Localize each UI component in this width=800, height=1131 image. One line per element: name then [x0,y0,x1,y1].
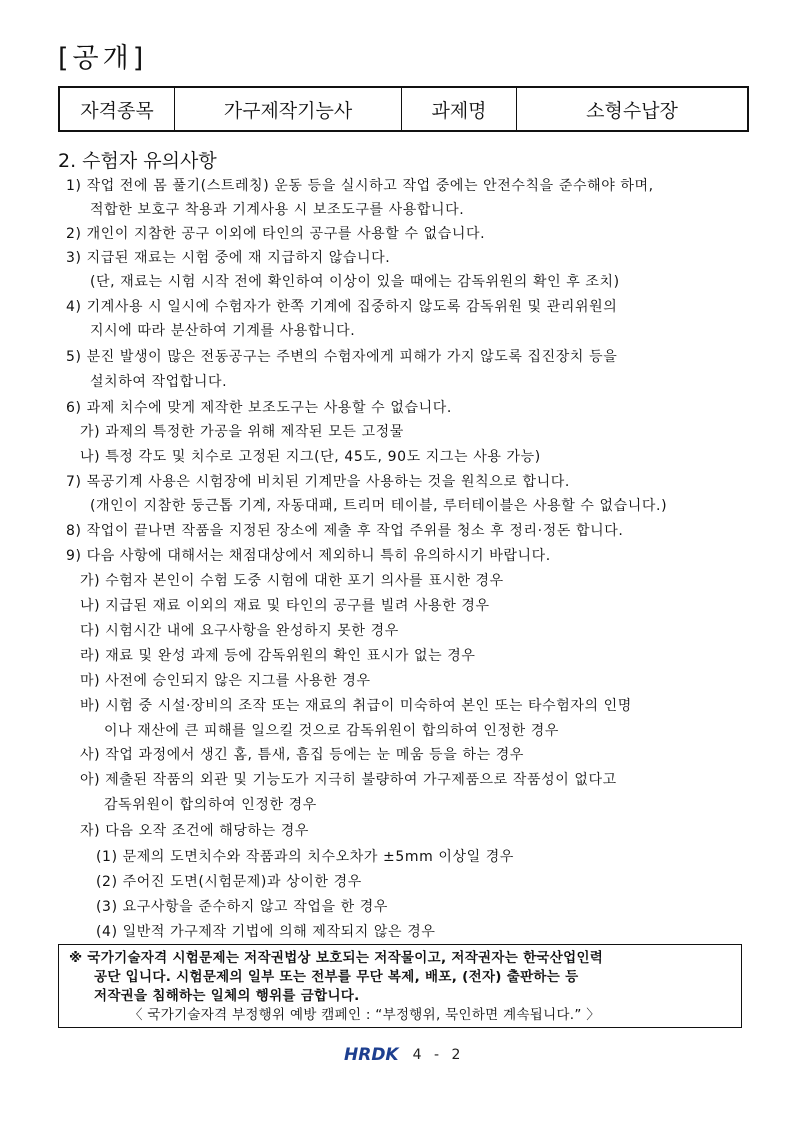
note-line: (단, 재료는 시험 시작 전에 확인하여 이상이 있을 때에는 감독위원의 확인 후 조치) [90,274,620,290]
note-line: 지시에 따라 분산하여 기계를 사용합니다. [90,323,356,339]
note-line: 7) 목공기계 사용은 시험장에 비치된 기계만을 사용하는 것을 원칙으로 합니다. [66,474,570,490]
note-line: 8) 작업이 끝나면 작품을 지정된 장소에 제출 후 작업 주위를 청소 후 정리·정돈 합니다. [66,523,624,539]
note-line: 마) 사전에 승인되지 않은 지그를 사용한 경우 [80,673,371,689]
section-title: 2. 수험자 유의사항 [58,150,217,172]
note-line: 설치하여 작업합니다. [90,374,228,390]
note-line: 9) 다음 사항에 대해서는 채점대상에서 제외하니 특히 유의하시기 바랍니다. [66,548,551,564]
note-line: 가) 수험자 본인이 수험 도중 시험에 대한 포기 의사를 표시한 경우 [80,573,504,589]
note-line: (1) 문제의 도면치수와 작품과의 치수오차가 ±5mm 이상일 경우 [96,849,515,865]
note-line: (2) 주어진 도면(시험문제)과 상이한 경우 [96,874,362,890]
note-line: 이나 재산에 큰 피해를 일으킬 것으로 감독위원이 합의하여 인정한 경우 [104,723,560,739]
note-line: 4) 기계사용 시 일시에 수험자가 한쪽 기계에 집중하지 않도록 감독위원 및 관리위원의 [66,299,618,315]
hrdk-logo: HRDK [344,1045,399,1065]
note-line: 라) 재료 및 완성 과제 등에 감독위원의 확인 표시가 없는 경우 [80,648,476,664]
notice-line: 공단 입니다. 시험문제의 일부 또는 전부를 무단 복제, 배포, (전자) 출판하는 등 [94,969,579,985]
qualification-value: 가구제작기능사 [175,87,402,131]
note-line: 바) 시험 중 시설·장비의 조작 또는 재료의 취급이 미숙하여 본인 또는 타수험자의 인명 [80,698,632,714]
task-value: 소형수납장 [517,87,749,131]
notice-line: 저작권을 침해하는 일체의 행위를 금합니다. [94,988,360,1004]
note-line: (3) 요구사항을 준수하지 않고 작업을 한 경우 [96,899,389,915]
note-line: (개인이 지참한 둥근톱 기계, 자동대패, 트리머 테이블, 루터테이블은 사용할 수 없습니다.) [90,498,668,514]
note-line: 감독위원이 합의하여 인정한 경우 [104,797,317,813]
note-line: 사) 작업 과정에서 생긴 홈, 틈새, 흠집 등에는 눈 메움 등을 하는 경우 [80,747,524,763]
note-line: 자) 다음 오작 조건에 해당하는 경우 [80,823,310,839]
note-line: 2) 개인이 지참한 공구 이외에 타인의 공구를 사용할 수 없습니다. [66,226,486,242]
qualification-label: 자격종목 [59,87,175,131]
copyright-notice-box [58,944,742,1028]
page-number: 4 - 2 [412,1047,465,1063]
note-line: 가) 과제의 특정한 가공을 위해 제작된 모든 고정물 [80,424,404,440]
note-line: 6) 과제 치수에 맞게 제작한 보조도구는 사용할 수 없습니다. [66,400,452,416]
note-line: 아) 제출된 작품의 외관 및 기능도가 지극히 불량하여 가구제품으로 작품성이 없다고 [80,772,617,788]
note-line: 적합한 보호구 착용과 기계사용 시 보조도구를 사용합니다. [90,202,465,218]
document-visibility-tag: [공개] [58,43,148,74]
campaign-line: 〈 국가기술자격 부정행위 예방 캠페인 : “부정행위, 묵인하면 계속됩니다.” 〉 [129,1007,601,1023]
note-line: 다) 시험시간 내에 요구사항을 완성하지 못한 경우 [80,623,399,639]
note-line: (4) 일반적 가구제작 기법에 의해 제작되지 않은 경우 [96,924,436,940]
note-line: 1) 작업 전에 몸 풀기(스트레칭) 운동 등을 실시하고 작업 중에는 안전수칙을 준수해야 하며, [66,178,654,194]
note-line: 나) 지급된 재료 이외의 재료 및 타인의 공구를 빌려 사용한 경우 [80,598,490,614]
note-line: 5) 분진 발생이 많은 전동공구는 주변의 수험자에게 피해가 가지 않도록 집진장치 등을 [66,349,618,365]
exam-info-table [58,86,749,132]
page-footer [344,1044,464,1066]
notice-line: ※ 국가기술자격 시험문제는 저작권법상 보호되는 저작물이고, 저작권자는 한국산업인력 [69,950,604,966]
note-line: 3) 지급된 재료는 시험 중에 재 지급하지 않습니다. [66,250,391,266]
task-label: 과제명 [402,87,517,131]
note-line: 나) 특정 각도 및 치수로 고정된 지그(단, 45도, 90도 지그는 사용 가능) [80,449,541,465]
